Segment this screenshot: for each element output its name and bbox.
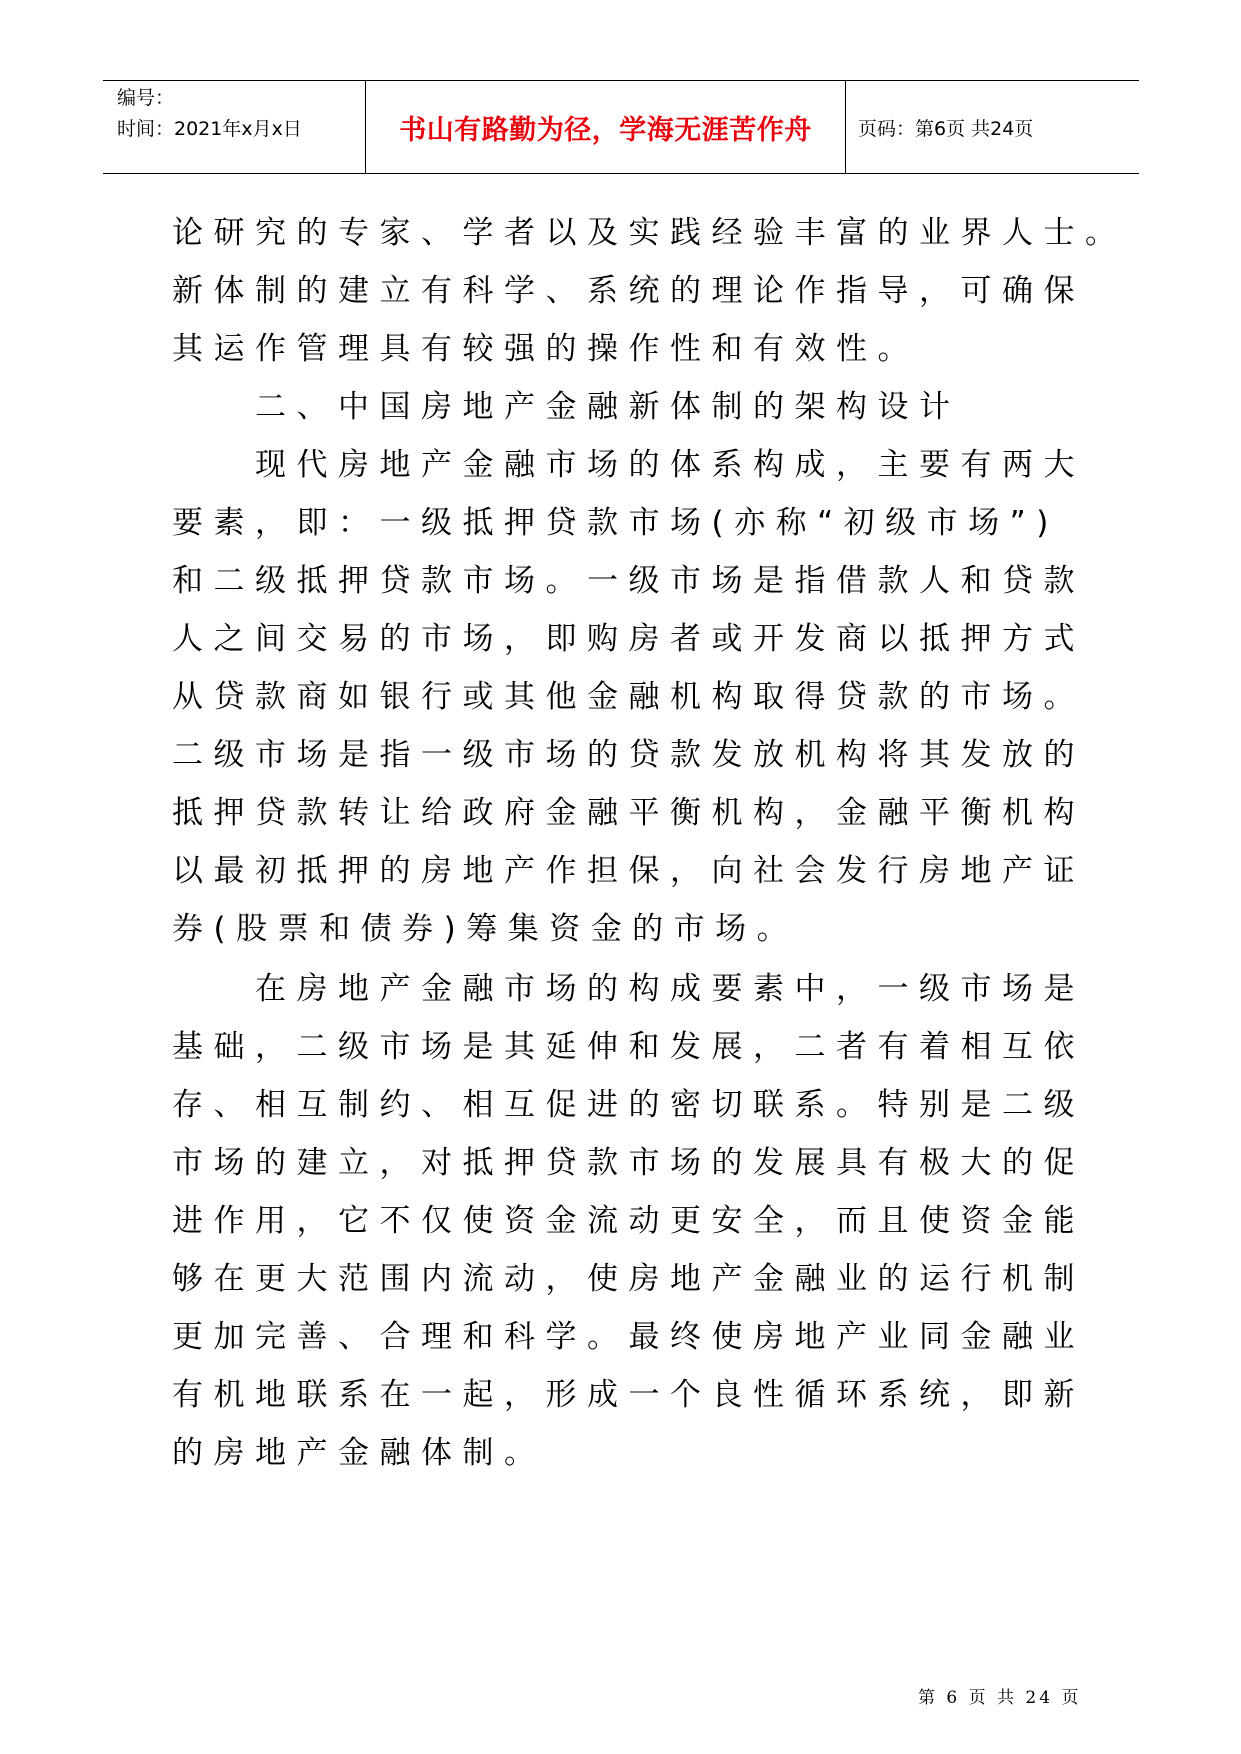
header-meta-cell	[103, 81, 365, 173]
header-page-info: 页码：第6页 共24页	[858, 117, 1034, 140]
header-page-cell	[846, 81, 1139, 173]
body-line: 进作用，它不仅使资金流动更安全，而且使资金能	[172, 1203, 1085, 1239]
section-heading: 二、中国房地产金融新体制的架构设计	[172, 389, 961, 425]
body-line: 要素，即：一级抵押贷款市场(亦称“初级市场”)	[172, 505, 1059, 541]
document-number-label: 编号：	[117, 87, 175, 109]
body-line: 存、相互制约、相互促进的密切联系。特别是二级	[172, 1087, 1085, 1123]
body-line: 券(股票和债券)筹集资金的市场。	[172, 911, 799, 947]
body-line: 二级市场是指一级市场的贷款发放机构将其发放的	[172, 737, 1085, 773]
body-line: 市场的建立，对抵押贷款市场的发展具有极大的促	[172, 1145, 1085, 1181]
body-line: 以最初抵押的房地产作担保，向社会发行房地产证	[172, 853, 1085, 889]
body-line: 抵押贷款转让给政府金融平衡机构，金融平衡机构	[172, 795, 1085, 831]
body-line: 在房地产金融市场的构成要素中，一级市场是	[172, 971, 1085, 1007]
body-line: 现代房地产金融市场的体系构成，主要有两大	[172, 447, 1085, 483]
header-motto: 书山有路勤为径，学海无涯苦作舟	[399, 114, 812, 146]
header-motto-cell	[365, 81, 846, 173]
body-line: 更加完善、合理和科学。最终使房地产业同金融业	[172, 1319, 1085, 1355]
body-line: 新体制的建立有科学、系统的理论作指导，可确保	[172, 273, 1085, 309]
document-date-label: 时间：2021年x月x日	[117, 118, 302, 140]
body-line: 的房地产金融体制。	[172, 1435, 546, 1471]
body-line: 和二级抵押贷款市场。一级市场是指借款人和贷款	[172, 563, 1085, 599]
body-line: 论研究的专家、学者以及实践经验丰富的业界人士。	[172, 215, 1127, 251]
page-header	[103, 80, 1139, 174]
body-line: 人之间交易的市场，即购房者或开发商以抵押方式	[172, 621, 1085, 657]
body-line: 够在更大范围内流动，使房地产金融业的运行机制	[172, 1261, 1085, 1297]
body-line: 其运作管理具有较强的操作性和有效性。	[172, 331, 919, 367]
page-footer: 第 6 页 共 24 页	[918, 1688, 1082, 1708]
body-line: 基础，二级市场是其延伸和发展，二者有着相互依	[172, 1029, 1085, 1065]
body-line: 有机地联系在一起，形成一个良性循环系统，即新	[172, 1377, 1085, 1413]
body-line: 从贷款商如银行或其他金融机构取得贷款的市场。	[172, 679, 1085, 715]
